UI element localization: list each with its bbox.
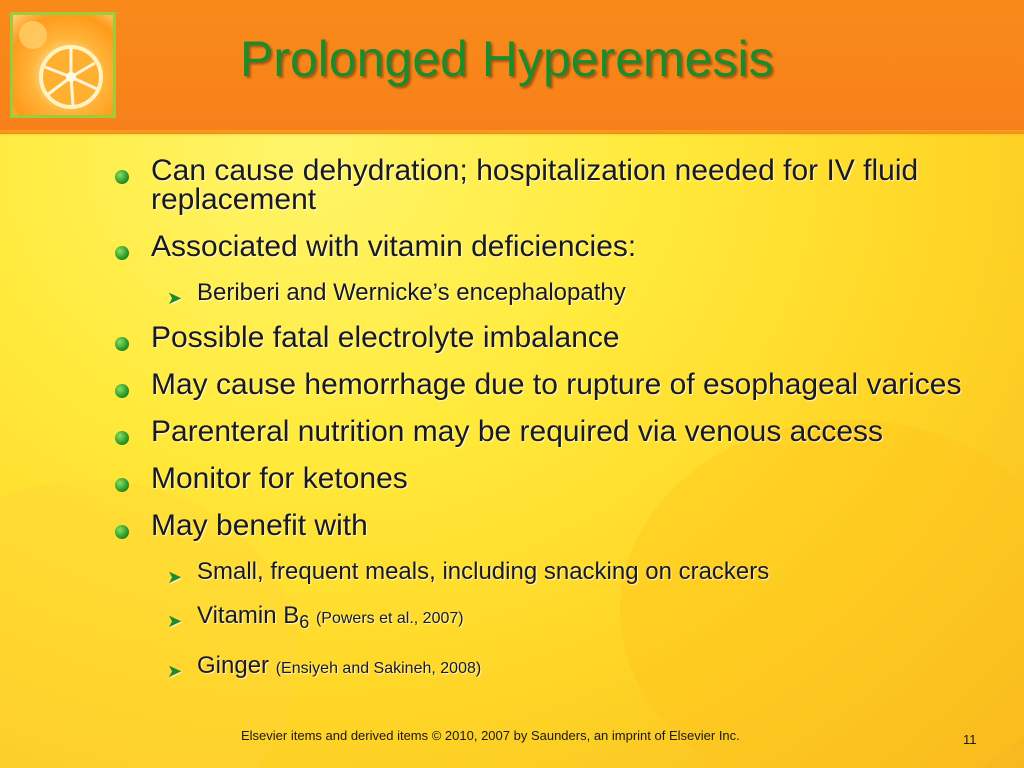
green-dot-icon — [115, 478, 129, 492]
bullet-item — [110, 464, 1010, 493]
green-dot-icon — [115, 525, 129, 539]
bullet-item — [110, 370, 1010, 399]
green-dot-icon — [115, 384, 129, 398]
sub-bullet-text: Small, frequent meals, including snacking on crackers — [197, 558, 770, 585]
bullet-text: Possible fatal electrolyte imbalance — [151, 321, 620, 354]
bullet-item — [110, 156, 1010, 214]
bullet-item — [110, 417, 1010, 446]
sub-bullet-item — [110, 558, 1010, 586]
title-bar — [0, 0, 1024, 134]
bullet-text: Monitor for ketones — [151, 462, 408, 495]
citation: (Ensiyeh and Sakineh, 2008) — [275, 660, 482, 677]
bullet-item — [110, 511, 1010, 540]
bullet-list — [110, 156, 1010, 699]
green-dot-icon — [115, 431, 129, 445]
sub-bullet-text: Beriberi and Wernicke’s encephalopathy — [197, 279, 626, 306]
bullet-item — [110, 232, 1010, 261]
bullet-text: Associated with vitamin deficiencies: — [151, 230, 637, 263]
sub-bullet-item — [110, 279, 1010, 307]
sub-bullet-text: Vitamin B — [197, 602, 300, 629]
green-dot-icon — [115, 170, 129, 184]
sub-bullet-item — [110, 602, 1010, 636]
green-dot-icon — [115, 246, 129, 260]
green-dot-icon — [115, 337, 129, 351]
arrowhead-icon: ➤ — [167, 661, 183, 681]
orange-slice-icon — [13, 15, 113, 115]
bullet-item — [110, 323, 1010, 352]
arrowhead-icon: ➤ — [167, 288, 183, 308]
orange-slice-image — [10, 12, 116, 118]
bullet-text: May cause hemorrhage due to rupture of esophageal varices — [151, 368, 962, 401]
page-number: 11 — [963, 732, 977, 747]
bullet-text: Parenteral nutrition may be required via venous access — [151, 415, 884, 448]
slide-title: Prolonged Hyperemesis — [240, 31, 774, 87]
sub-bullet-item — [110, 652, 1010, 683]
citation: (Powers et al., 2007) — [315, 610, 464, 627]
sub-bullet-text: Ginger — [197, 652, 270, 679]
copyright-text: Elsevier items and derived items © 2010, 2007 by Saunders, an imprint of Elsevier Inc. — [241, 728, 740, 743]
arrowhead-icon: ➤ — [167, 567, 183, 587]
bullet-text: May benefit with — [151, 509, 368, 542]
arrowhead-icon: ➤ — [167, 611, 183, 631]
title-bar-edge — [0, 130, 1024, 136]
bullet-text: Can cause dehydration; hospitalization needed for IV fluid replacement — [151, 154, 919, 216]
subscript: 6 — [299, 612, 310, 632]
